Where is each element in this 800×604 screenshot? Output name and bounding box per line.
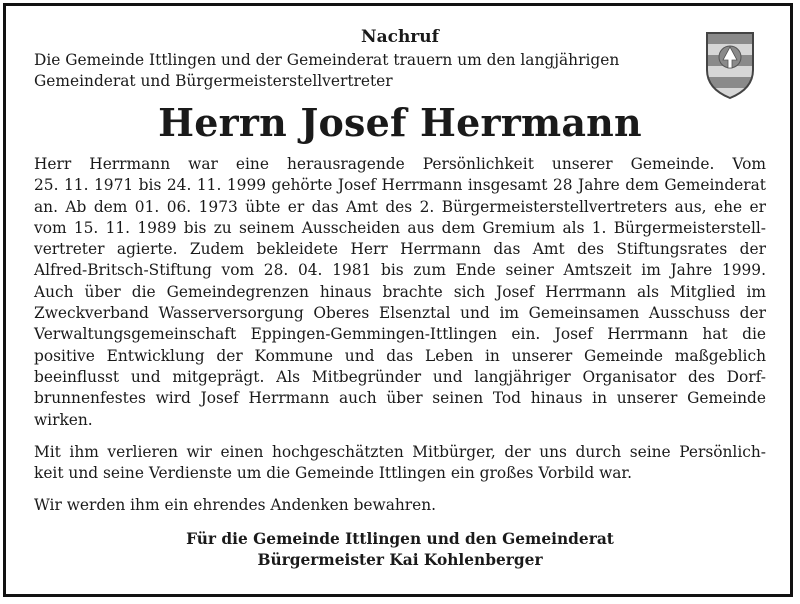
text-line: Verwaltungsgemeinschaft Eppingen-Gemmingen-Ittlingen ein. Josef Herrmann hat die xyxy=(34,325,766,344)
text-line: keit und seine Verdienste um die Gemeinde Ittlingen ein großes Vorbild war. xyxy=(34,464,632,483)
signature-line-mayor: Bürgermeister Kai Kohlenberger xyxy=(257,550,543,569)
deceased-name: Herrn Josef Herrmann xyxy=(158,100,642,145)
body-paragraph-remembrance xyxy=(34,495,766,516)
text-line: Auch über die Gemeindegrenzen hinaus brachte sich Josef Herrmann als Mitglied im xyxy=(34,282,766,301)
text-line: beeinflusst und mitgeprägt. Als Mitbegründer und langjähriger Organisator des Dorf- xyxy=(34,367,766,386)
text-line: Wir werden ihm ein ehrendes Andenken bewahren. xyxy=(34,496,437,515)
text-line: positive Entwicklung der Kommune und das Leben in unserer Gemeinde maßgeblich xyxy=(34,346,766,365)
text-line: vertreter agierte. Zudem bekleidete Herr Herrmann das Amt des Stiftungsrates der xyxy=(34,240,766,259)
body-paragraph-tribute xyxy=(34,154,766,431)
obituary-notice xyxy=(34,24,766,571)
notice-intro xyxy=(34,50,684,92)
signature-line-organization: Für die Gemeinde Ittlingen und den Gemeinderat xyxy=(186,529,614,548)
body-paragraph-loss xyxy=(34,442,766,485)
text-line: Alfred-Britsch-Stiftung vom 28. 04. 1981 bis zum Ende seiner Amtszeit im Jahre 1999. xyxy=(34,261,766,280)
text-line: Zweckverband Wasserversorgung Oberes Elsenztal und im Gemeinsamen Ausschuss der xyxy=(34,304,766,323)
text-line: Mit ihm verlieren wir einen hochgeschätzten Mitbürger, der uns durch seine Persönlich- xyxy=(34,442,766,461)
intro-line: Gemeinderat und Bürgermeisterstellvertreter xyxy=(34,72,393,90)
notice-heading: Nachruf xyxy=(361,27,439,47)
text-line: brunnenfestes wird Josef Herrmann auch über seinen Tod hinaus in unserer Gemeinde xyxy=(34,389,766,408)
text-line: wirken. xyxy=(34,410,93,429)
text-line: 25. 11. 1971 bis 24. 11. 1999 gehörte Josef Herrmann insgesamt 28 Jahre dem Gemeinderat xyxy=(34,176,766,195)
signature-block xyxy=(34,529,766,571)
text-line: vom 15. 11. 1989 bis zu seinem Ausscheiden aus dem Gremium als 1. Bürgermeisterstell- xyxy=(34,218,766,237)
text-line: Herr Herrmann war eine herausragende Persönlichkeit unserer Gemeinde. Vom xyxy=(34,155,766,173)
text-line: an. Ab dem 01. 06. 1973 übte er das Amt des 2. Bürgermeisterstellvertreters aus, ehe er xyxy=(34,197,766,216)
intro-line: Die Gemeinde Ittlingen und der Gemeinderat trauern um den langjährigen xyxy=(34,51,620,69)
